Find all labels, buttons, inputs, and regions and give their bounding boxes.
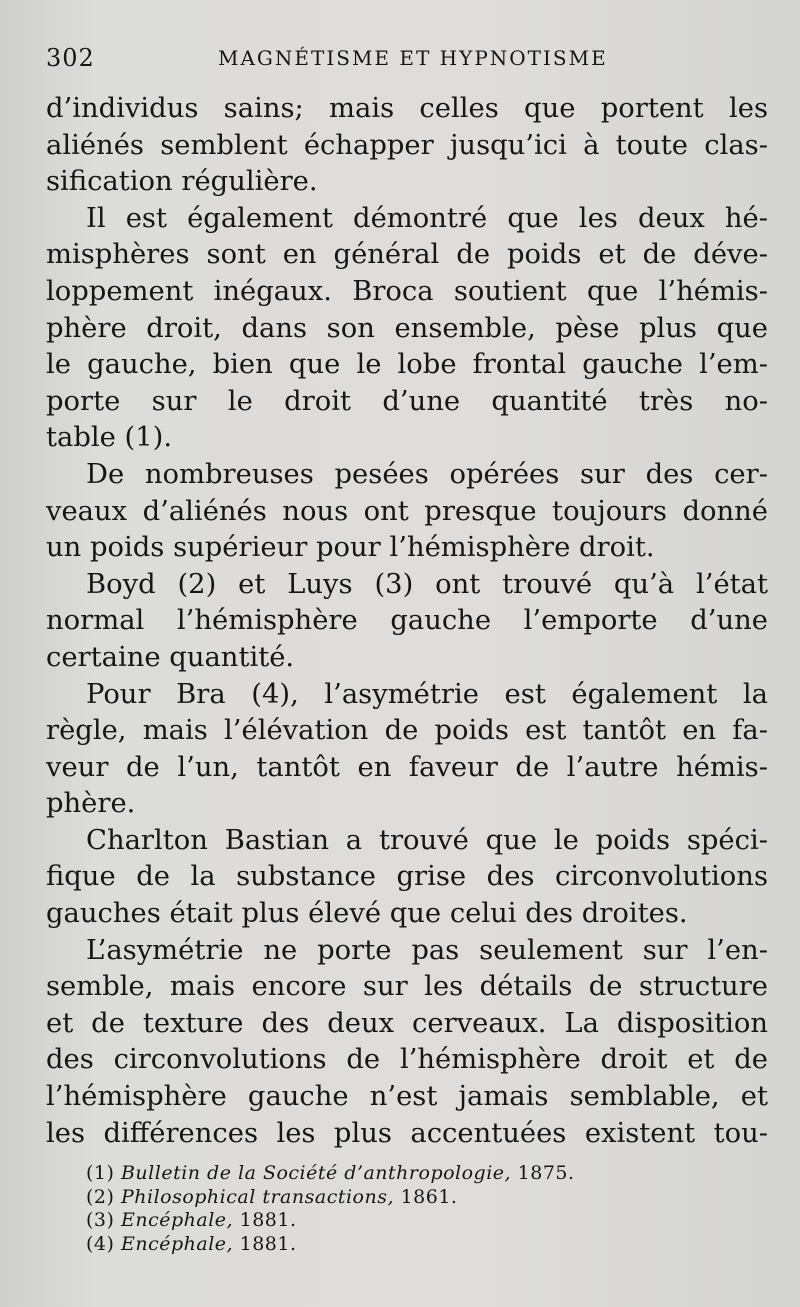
- text-line: et de texture des deux cerveaux. La disposition: [46, 1007, 768, 1039]
- footnote: [86, 1209, 726, 1233]
- footnote: [86, 1186, 726, 1210]
- text-line: le gauche, bien que le lobe frontal gauche l’em-: [46, 349, 768, 381]
- footnote-number: (2): [86, 1185, 115, 1208]
- text-line: porte sur le droit d’une quantité très no-: [46, 385, 768, 417]
- text-line: loppement inégaux. Broca soutient que l’hémis-: [46, 275, 768, 307]
- footnote-year: 1861.: [400, 1185, 458, 1208]
- text-line: phère droit, dans son ensemble, pèse plus que: [46, 312, 768, 344]
- text-line: gauches était plus élevé que celui des droites.: [46, 898, 688, 930]
- text-line: semble, mais encore sur les détails de structure: [46, 971, 768, 1003]
- text-line: un poids supérieur pour l’hémisphère droit.: [46, 532, 655, 564]
- text-line: des circonvolutions de l’hémisphère droit et de: [46, 1044, 768, 1076]
- footnote: [86, 1233, 726, 1257]
- text-line: table (1).: [46, 422, 173, 454]
- footnote-title: Encéphale,: [120, 1232, 234, 1255]
- text-line: normal l’hémisphère gauche l’emporte d’une: [46, 605, 768, 637]
- text-line: aliénés semblent échapper jusqu’ici à toute clas-: [46, 129, 768, 161]
- text-line: Boyd (2) et Luys (3) ont trouvé qu’à l’état: [86, 568, 768, 600]
- footnote-number: (3): [86, 1209, 115, 1231]
- footnote-title: Encéphale,: [120, 1209, 234, 1231]
- body-text: [46, 91, 768, 1152]
- text-line: L’asymétrie ne porte pas seulement sur l’en-: [86, 934, 768, 966]
- text-line: les différences les plus accentuées existent tou-: [46, 1117, 768, 1149]
- footnote-year: 1875.: [517, 1162, 575, 1184]
- text-line: veur de l’un, tantôt en faveur de l’autre hémis-: [46, 751, 768, 783]
- running-title: MAGNÉTISME ET HYPNOTISME: [218, 46, 608, 70]
- page-number: 302: [46, 44, 95, 72]
- text-line: misphères sont en général de poids et de déve-: [46, 239, 768, 271]
- text-line: règle, mais l’élévation de poids est tantôt en fa-: [46, 715, 768, 747]
- footnote-number: (1): [86, 1162, 115, 1184]
- footnote: [86, 1162, 726, 1186]
- text-line: certaine quantité.: [46, 641, 295, 673]
- footnotes: [86, 1162, 726, 1256]
- text-line: d’individus sains; mais celles que portent les: [46, 93, 768, 124]
- text-line: Il est également démontré que les deux hé-: [86, 202, 768, 234]
- page-header: [46, 44, 766, 78]
- text-line: phère.: [46, 788, 136, 820]
- text-line: l’hémisphère gauche n’est jamais semblable, et: [46, 1081, 768, 1113]
- text-line: fique de la substance grise des circonvolutions: [46, 861, 768, 893]
- text-line: Pour Bra (4), l’asymétrie est également la: [86, 678, 768, 710]
- footnote-year: 1881.: [239, 1209, 297, 1231]
- text-line: sification régulière.: [46, 166, 318, 198]
- text-line: De nombreuses pesées opérées sur des cer-: [86, 458, 768, 490]
- footnote-number: (4): [86, 1232, 115, 1255]
- footnote-title: Philosophical transactions,: [120, 1185, 395, 1208]
- footnote-title: Bulletin de la Société d’anthropologie,: [120, 1162, 512, 1184]
- footnote-year: 1881.: [239, 1232, 297, 1255]
- text-line: veaux d’aliénés nous ont presque toujours donné: [46, 495, 768, 527]
- text-line: Charlton Bastian a trouvé que le poids spéci-: [86, 824, 768, 856]
